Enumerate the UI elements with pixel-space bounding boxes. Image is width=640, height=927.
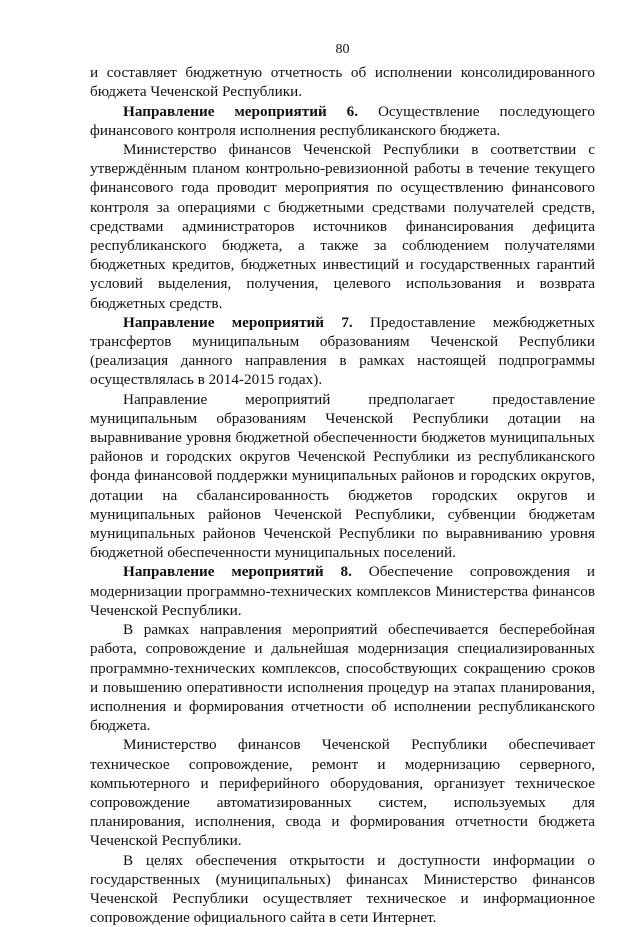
paragraph (90, 63, 595, 101)
paragraph (90, 390, 595, 563)
paragraph-text: Осуществление последующего финансового контроля исполнения республиканского бюджета. (90, 102, 595, 139)
page-number: 80 (335, 42, 350, 57)
paragraph (90, 735, 595, 850)
paragraph-text: В рамках направления мероприятий обеспечивается бесперебойная работа, сопровождение и дальнейшая модернизация специализированных программно-технических комплексов, способствующих сокращению сроков и повышению оперативности исполнения процедур на этапах планирования, исполнения и формирования отчетности об исполнении республиканского бюджета. (90, 621, 595, 735)
section-heading: Направление мероприятий 8. (123, 563, 352, 581)
section-heading-paragraph (90, 102, 595, 140)
paragraph-text: Направление мероприятий предполагает предоставление муниципальным образованиям Чеченской Республики дотации на выравнивание уровня бюджетной обеспеченности бюджетов муниципальных районов и городских округов Чеченской Республики из республиканского фонда финансовой поддержки муниципальных районов и городских округов, дотации на сбалансированность бюджетов городских округов и муниципальных районов Чеченской Республики, субвенции бюджетам муниципальных районов Чеченской Республики по выравниванию уровня бюджетной обеспеченности муниципальных поселений. (90, 390, 595, 562)
section-heading: Направление мероприятий 6. (123, 102, 359, 120)
section-heading: Направление мероприятий 7. (123, 313, 353, 331)
section-heading-paragraph (90, 562, 595, 620)
paragraph-text: Предоставление межбюджетных трансфертов муниципальным образованиям Чеченской Республики (реализация данного направления в рамках настоящей подпрограммы осуществлялась в 2014-2015 годах). (90, 313, 595, 389)
section-heading-paragraph (90, 313, 595, 390)
paragraph (90, 851, 595, 927)
paragraph-text: Обеспечение сопровождения и модернизации программно-технических комплексов Министерства финансов Чеченской Республики. (90, 563, 595, 619)
paragraph (90, 620, 595, 735)
paragraph (90, 140, 595, 313)
document-page (90, 40, 595, 927)
paragraph-text: Министерство финансов Чеченской Республики обеспечивает техническое сопровождение, ремонт и модернизацию серверного, компьютерного и периферийного оборудования, организует техническое сопровождение автоматизированных систем, используемых для планирования, исполнения, свода и формирования отчетности бюджета Чеченской Республики. (90, 736, 595, 850)
paragraph-text: и составляет бюджетную отчетность об исполнении консолидированного бюджета Чеченской Республики. (90, 64, 595, 101)
paragraph-text: В целях обеспечения открытости и доступности информации о государственных (муниципальных) финансах Министерство финансов Чеченской Республики осуществляет техническое и информационное сопровождение официального сайта в сети Интернет. (90, 851, 595, 927)
paragraph-text: Министерство финансов Чеченской Республики в соответствии с утверждённым планом контрольно-ревизионной работы в течение текущего финансового года проводит мероприятия по осуществлению финансового контроля за операциями с бюджетными средствами получателей средств, средствами администраторов источников финансирования дефицита республиканского бюджета, а также за соблюдением получателями бюджетных кредитов, бюджетных инвестиций и государственных гарантий условий выделения, получения, целевого использования и возврата бюджетных средств. (90, 141, 595, 312)
